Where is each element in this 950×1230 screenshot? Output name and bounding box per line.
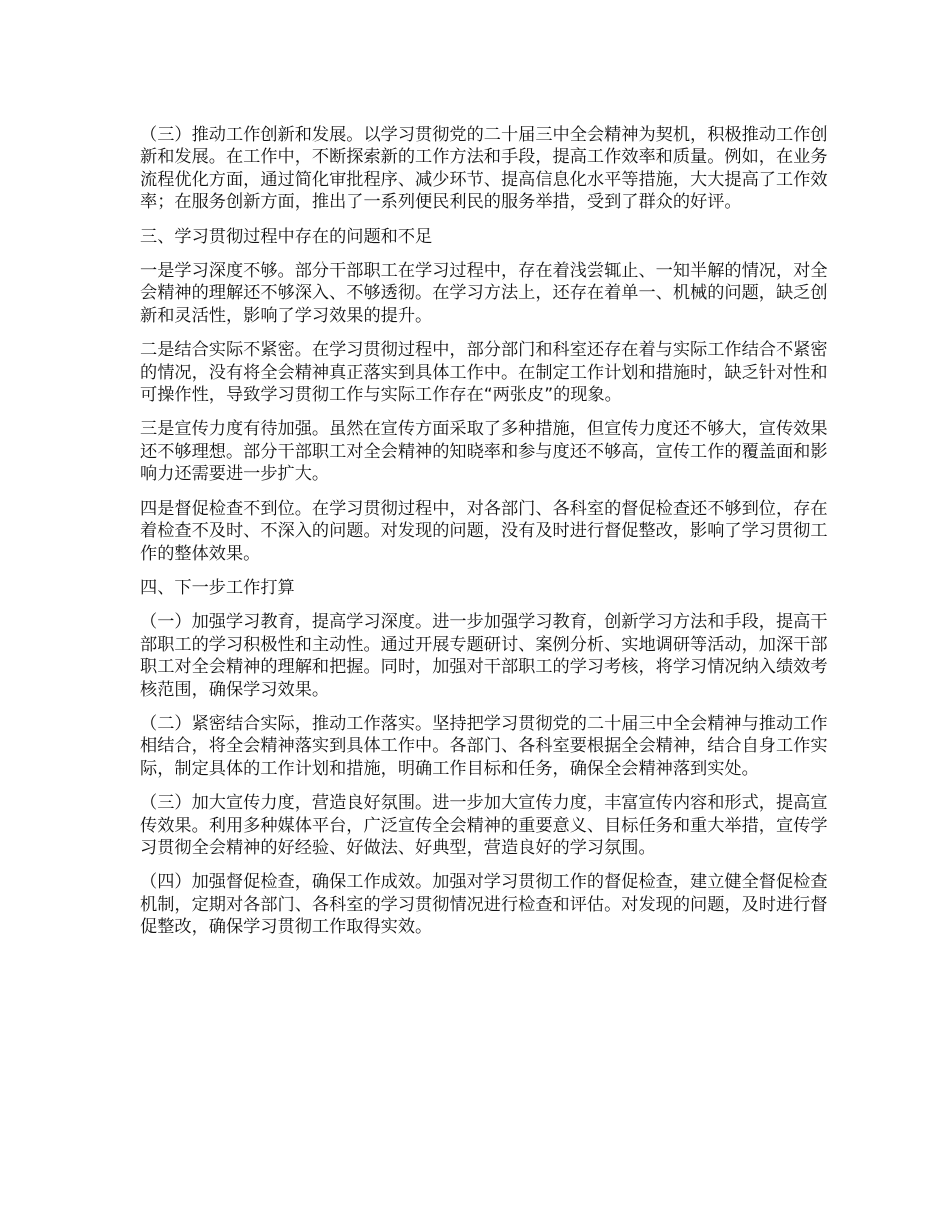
paragraph-plan-practice: （二）紧密结合实际，推动工作落实。坚持把学习贯彻党的二十届三中全会精神与推动工作相结合，将全会精神落实到具体工作中。各部门、各科室要根据全会精神，结合自身工作实际，制定具体的工作计划和措施，明确工作目标和任务，确保全会精神落到实处。 [140,713,828,779]
paragraph-problem-practice: 二是结合实际不紧密。在学习贯彻过程中，部分部门和科室还存在着与实际工作结合不紧密的情况，没有将全会精神真正落实到具体工作中。在制定工作计划和措施时，缺乏针对性和可操作性，导致学习贯彻工作与实际工作存在“两张皮”的现象。 [140,340,828,406]
section-heading-problems: 三、学习贯彻过程中存在的问题和不足 [140,226,433,247]
paragraph-plan-supervision: （四）加强督促检查，确保工作成效。加强对学习贯彻工作的督促检查，建立健全督促检查机制，定期对各部门、各科室的学习贯彻情况进行检查和评估。对发现的问题，及时进行督促整改，确保学习贯彻工作取得实效。 [140,872,828,938]
paragraph-problem-depth: 一是学习深度不够。部分干部职工在学习过程中，存在着浅尝辄止、一知半解的情况，对全会精神的理解还不够深入、不够透彻。在学习方法上，还存在着单一、机械的问题，缺乏创新和灵活性，影响了学习效果的提升。 [140,261,828,326]
paragraph-plan-education: （一）加强学习教育，提高学习深度。进一步加强学习教育，创新学习方法和手段，提高干部职工的学习积极性和主动性。通过开展专题研讨、案例分析、实地调研等活动，加深干部职工对全会精神的理解和把握。同时，加强对干部职工的学习考核，将学习情况纳入绩效考核范围，确保学习效果。 [140,612,828,700]
paragraph-innovation: （三）推动工作创新和发展。以学习贯彻党的二十届三中全会精神为契机，积极推动工作创新和发展。在工作中，不断探索新的工作方法和手段，提高工作效率和质量。例如，在业务流程优化方面，通过简化审批程序、减少环节、提高信息化水平等措施，大大提高了工作效率；在服务创新方面，推出了一系列便民利民的服务举措，受到了群众的好评。 [140,125,828,213]
document-body [140,124,832,951]
paragraph-problem-supervision: 四是督促检查不到位。在学习贯彻过程中，对各部门、各科室的督促检查还不够到位，存在着检查不及时、不深入的问题。对发现的问题，没有及时进行督促整改，影响了学习贯彻工作的整体效果。 [140,498,828,564]
paragraph-problem-publicity: 三是宣传力度有待加强。虽然在宣传方面采取了多种措施，但宣传力度还不够大，宣传效果还不够理想。部分干部职工对全会精神的知晓率和参与度还不够高，宣传工作的覆盖面和影响力还需要进一步扩大。 [140,419,828,485]
paragraph-plan-publicity: （三）加大宣传力度，营造良好氛围。进一步加大宣传力度，丰富宣传内容和形式，提高宣传效果。利用多种媒体平台，广泛宣传全会精神的重要意义、目标任务和重大举措，宣传学习贯彻全会精神的好经验、好做法、好典型，营造良好的学习氛围。 [140,793,828,858]
section-heading-next-steps: 四、下一步工作打算 [140,577,295,598]
